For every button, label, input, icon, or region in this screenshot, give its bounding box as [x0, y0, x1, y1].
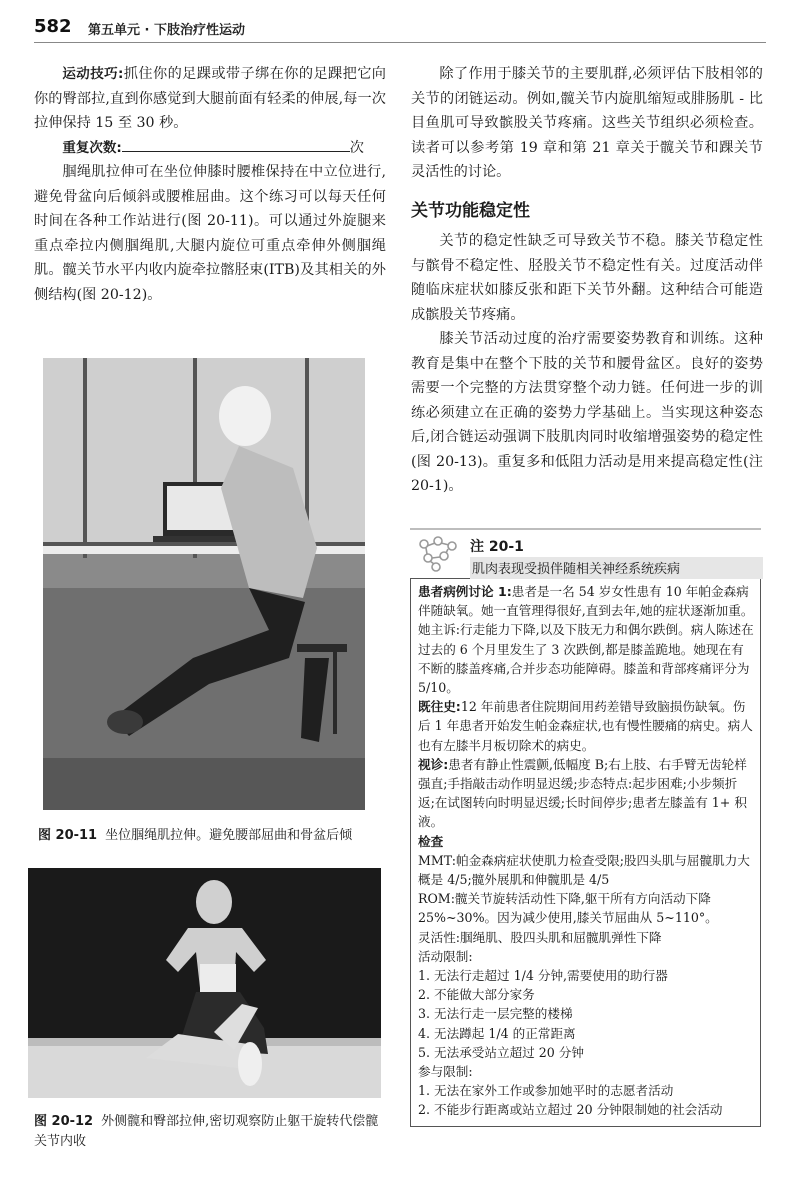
case-discussion [418, 582, 754, 697]
note-header [410, 528, 761, 578]
repetitions-unit: 次 [349, 139, 364, 156]
list-item: 2. 不能做大部分家务 [418, 987, 535, 1003]
participation-limits-list [418, 1081, 754, 1119]
repetitions-label: 重复次数: [62, 139, 122, 156]
section-heading: 关节功能稳定性 [411, 200, 530, 221]
note-body [410, 578, 761, 1127]
case-label: 患者病例讨论 1: [418, 584, 512, 599]
repetitions-paragraph [34, 136, 386, 161]
stability-paragraph: 关节的稳定性缺乏可导致关节不稳。膝关节稳定性与髌骨不稳定性、胫股关节不稳定性有关。过度活动伴随临床症状如膝反张和距下关节外翻。这种结合可能造成髌股关节疼痛。 [411, 233, 763, 323]
medical-history [418, 697, 754, 755]
activity-limits-list [418, 966, 754, 1062]
mmt-line: MMT:帕金森病症状使肌力检查受限;股四头肌与屈髋肌力大概是 4/5;髋外展肌和伸髋肌是 4/5 [418, 852, 750, 888]
lateral-hip-stretch-illustration [28, 868, 381, 1098]
exam-label: 检查 [418, 833, 444, 849]
figure-20-11-label: 图 20-11 [38, 828, 98, 843]
note-number: 注 20-1 [470, 539, 524, 555]
running-head: 第五单元 · 下肢治疗性运动 [88, 23, 245, 38]
note-title: 肌肉表现受损伴随相关神经系统疾病 [470, 557, 763, 579]
exercise-tip-text: 抓住你的足踝或带子绑在你的足踝把它向你的臀部拉,直到你感觉到大腿前面有轻柔的伸展,每一次拉伸保持 15 至 30 秒。 [34, 66, 386, 131]
figure-20-11-text: 坐位腘绳肌拉伸。避免腰部屈曲和骨盆后倾 [105, 828, 353, 843]
observation [418, 755, 754, 832]
observation-label: 视诊: [418, 756, 449, 772]
rom-line: ROM:髋关节旋转活动性下降,躯干所有方向活动下降 25%~30%。因为减少使用,膝关节屈曲从 5~110°。 [418, 891, 718, 926]
repetitions-blank [122, 137, 350, 152]
seated-hamstring-stretch-illustration [43, 358, 365, 810]
activity-limits-label: 活动限制: [418, 948, 473, 964]
list-item: 3. 无法行走一层完整的楼梯 [418, 1006, 573, 1022]
case-text: 患者是一名 54 岁女性患有 10 年帕金森病伴随缺氧。她一直管理得很好,直到去年,她的症状逐渐加重。她主诉:行走能力下降,以及下肢无力和偶尔跌倒。病人陈述在过去的 6 个月里发生了 3 次跌倒,都是膝盖跪地。她现在有不断的膝盖疼痛,合并步态功能障碍。膝盖和背部疼痛评分为 5/10。 [418, 584, 754, 696]
figure-20-12-photo [28, 868, 381, 1098]
list-item: 1. 无法在家外工作或参加她平时的志愿者活动 [418, 1083, 674, 1099]
list-item: 4. 无法蹲起 1/4 的正常距离 [418, 1025, 576, 1041]
list-item: 2. 不能步行距离或站立超过 20 分钟限制她的社会活动 [418, 1102, 723, 1118]
participation-limits-label: 参与限制: [418, 1064, 473, 1080]
observation-text: 患者有静止性震颤,低幅度 B;右上肢、右手臂无齿轮样强直;手指敲击动作明显迟缓;步态特点:起步困难;小步频折返;在试图转向时明显迟缓;长时间停步;患者左膝盖有 1+ 积液。 [418, 756, 747, 830]
figure-20-11-photo [43, 358, 365, 810]
flexibility-line: 灵活性:腘绳肌、股四头肌和屈髋肌弹性下降 [418, 929, 662, 945]
left-column [34, 62, 386, 307]
neuron-network-icon [416, 536, 460, 572]
exercise-tip-paragraph [34, 62, 386, 136]
list-item: 5. 无法承受站立超过 20 分钟 [418, 1044, 584, 1060]
exercise-tip-label: 运动技巧: [62, 66, 124, 82]
note-box-20-1 [410, 528, 761, 1127]
list-item: 1. 无法行走超过 1/4 分钟,需要使用的助行器 [418, 968, 668, 984]
figure-20-12-caption [34, 1112, 384, 1152]
figure-20-12-label: 图 20-12 [34, 1114, 94, 1129]
closed-chain-paragraph: 除了作用于膝关节的主要肌群,必须评估下肢相邻的关节的闭链运动。例如,髋关节内旋肌缩短或腓肠肌 - 比目鱼肌可导致髌股关节疼痛。这些关节组织必须检查。读者可以参考第 19 章和第 21 章关于髋关节和踝关节灵活性的讨论。 [411, 66, 763, 180]
page-header [34, 14, 766, 43]
history-text: 12 年前患者住院期间用药差错导致脑损伤缺氧。伤后 1 年患者开始发生帕金森症状,也有慢性腰痛的病史。病人也有左膝半月板切除术的病史。 [418, 699, 753, 753]
history-label: 既往史: [418, 699, 461, 715]
figure-20-12-text: 外侧髋和臀部拉伸,密切观察防止躯干旋转代偿髋关节内收 [34, 1114, 379, 1149]
hamstring-paragraph: 腘绳肌拉伸可在坐位伸膝时腰椎保持在中立位进行,避免骨盆向后倾斜或腰椎屈曲。这个练习可以每天任何时间在各种工作站进行(图 20-11)。可以通过外旋腿来重点牵拉内侧腘绳肌,大腿内旋位可重点牵伸外侧腘绳肌。髋关节水平内收内旋牵拉髂胫束(ITB)及其相关的外侧结构(图 20-12)。 [34, 164, 386, 303]
exam-heading [418, 832, 754, 851]
right-column [411, 62, 763, 499]
page-number: 582 [34, 16, 72, 37]
figure-20-11-caption [38, 826, 388, 846]
hypermobility-paragraph: 膝关节活动过度的治疗需要姿势教育和训练。这种教育是集中在整个下肢的关节和腰骨盆区。良好的姿势需要一个完整的方法贯穿整个动力链。任何进一步的训练必须建立在正确的姿势力学基础上。当实现这种姿态后,闭合链运动强调下肢肌肉同时收缩增强姿势的稳定性(图 20-13)。重复多和低阻力活动是用来提高稳定性(注 20-1)。 [411, 331, 763, 494]
